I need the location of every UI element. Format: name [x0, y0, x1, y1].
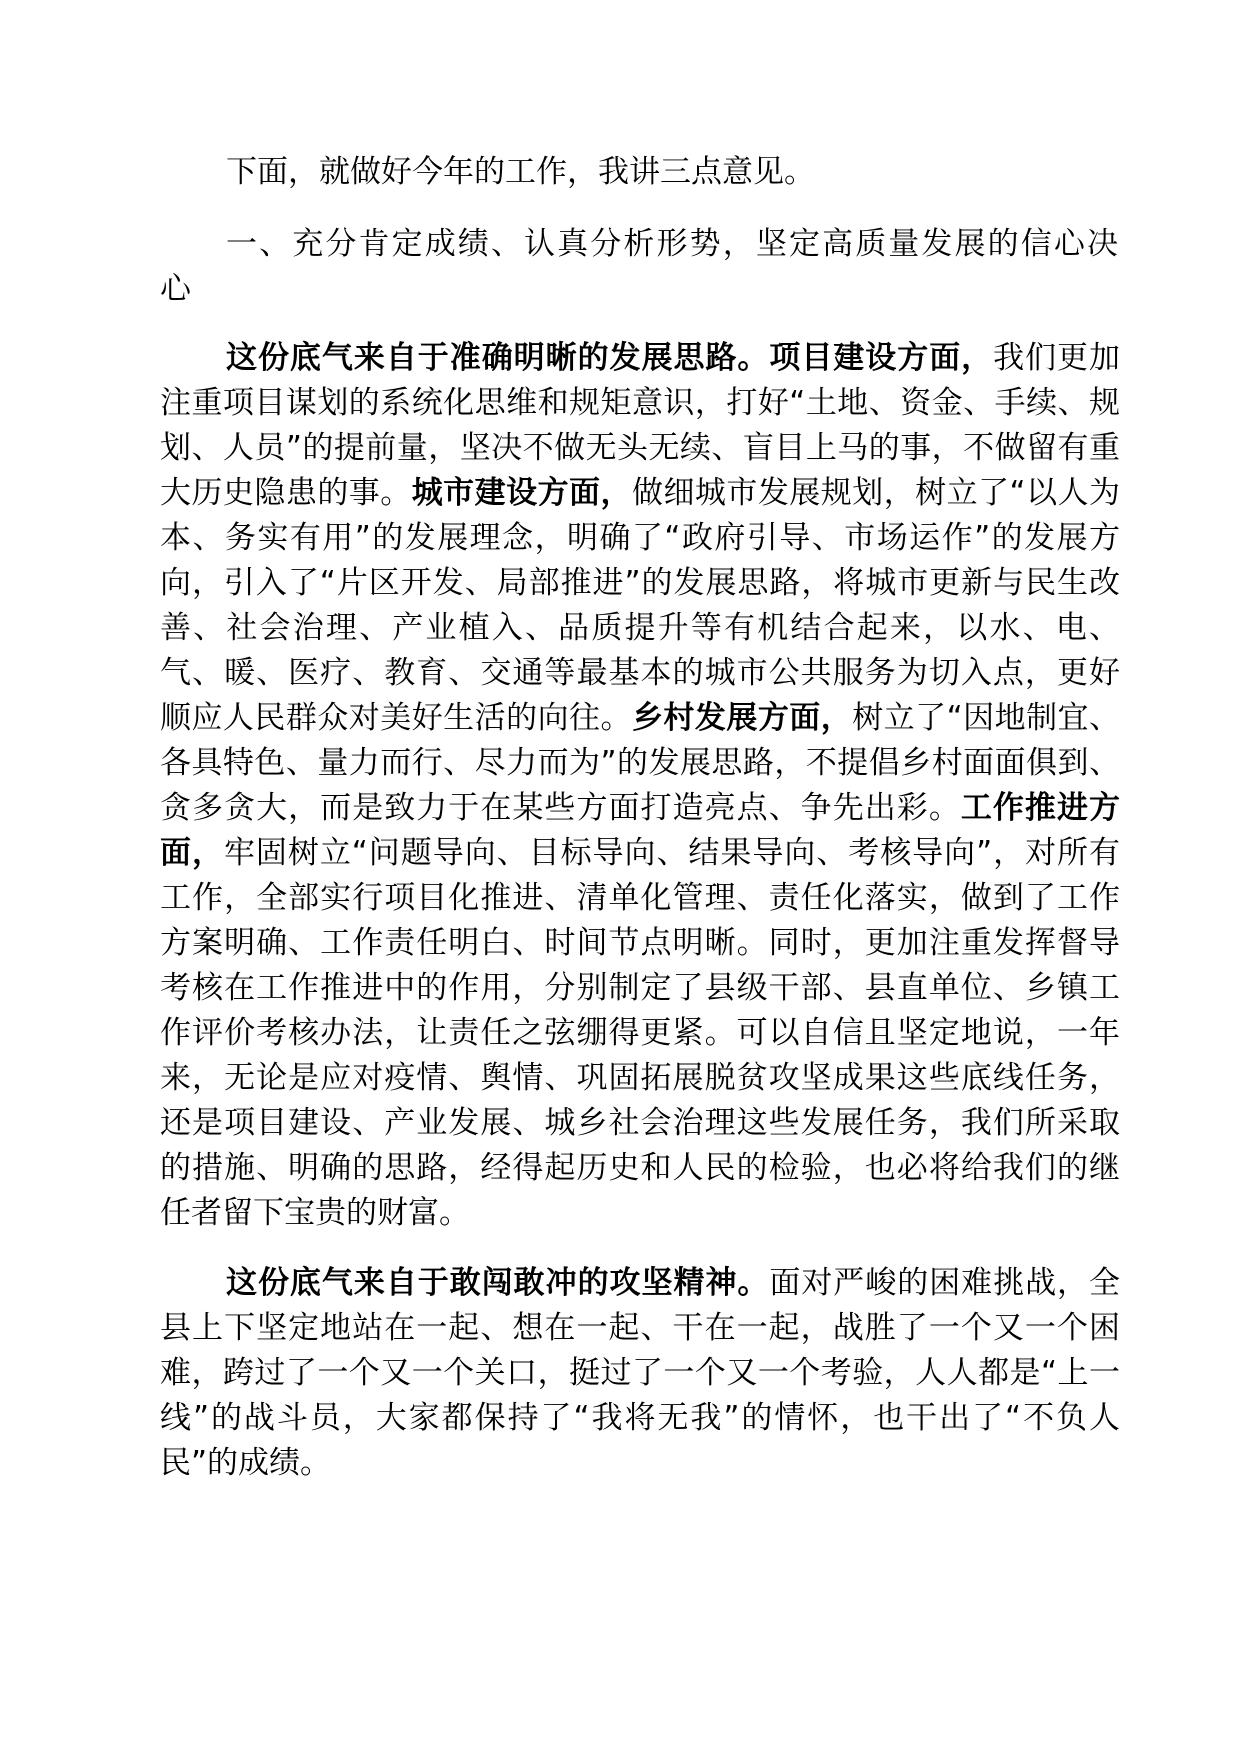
subtopic-label-rural: 乡村发展方面，: [631, 700, 853, 736]
subtopic-label-city: 城市建设方面，: [411, 475, 632, 511]
intro-paragraph: 下面，就做好今年的工作，我讲三点意见。: [226, 154, 815, 190]
paragraph-fighting-spirit: [160, 1261, 1120, 1486]
paragraph-development-approach: [160, 336, 1120, 1236]
subtopic-text-work: 牢固树立“问题导向、目标导向、结果导向、考核导向”，对所有工作，全部实行项目化推进、清单化管理、责任化落实，做到了工作方案明确、工作责任明白、时间节点明晰。同时，更加注重发挥督导考核在工作推进中的作用，分别制定了县级干部、县直单位、乡镇工作评价考核办法，让责任之弦绷得更紧。可以自信且坚定地说，一年来，无论是应对疫情、舆情、巩固拓展脱贫攻坚成果这些底线任务，还是项目建设、产业发展、城乡社会治理这些发展任务，我们所采取的措施、明确的思路，经得起历史和人民的检验，也必将给我们的继任者留下宝贵的财富。: [160, 835, 1121, 1231]
subtopic-text-project: 我们更加注重项目谋划的系统化思维和规矩意识，打好“土地、资金、手续、规划、人员”的提前量，坚决不做无头无续、盲目上马的事，不做留有重大历史隐患的事。: [160, 340, 1121, 511]
subtopic-label-work: 工作推进方面，: [160, 790, 1120, 871]
subtopic-text-rural: 树立了“因地制宜、各具特色、量力而行、尽力而为”的发展思路，不提倡乡村面面俱到、贪多贪大，而是致力于在某些方面打造亮点、争先出彩。: [160, 700, 1121, 826]
paragraph-lead: 这份底气来自于准确明晰的发展思路。: [226, 340, 770, 376]
paragraph-text: 面对严峻的困难挑战，全县上下坚定地站在一起、想在一起、干在一起，战胜了一个又一个困难，跨过了一个又一个关口，挺过了一个又一个考验，人人都是“上一线”的战斗员，大家都保持了“我将无我”的情怀，也干出了“不负人民”的成绩。: [160, 1265, 1121, 1481]
subtopic-label-project: 项目建设方面，: [769, 340, 994, 376]
paragraph-lead: 这份底气来自于敢闯敢冲的攻坚精神。: [226, 1265, 770, 1301]
section-heading: 一、充分肯定成绩、认真分析形势，坚定高质量发展的信心决心: [160, 226, 1120, 307]
subtopic-text-city: 做细城市发展规划，树立了“以人为本、务实有用”的发展理念，明确了“政府引导、市场运作”的发展方向，引入了“片区开发、局部推进”的发展思路，将城市更新与民生改善、社会治理、产业植入、品质提升等有机结合起来，以水、电、气、暖、医疗、教育、交通等最基本的城市公共服务为切入点，更好顺应人民群众对美好生活的向往。: [160, 475, 1121, 736]
document-page: [160, 150, 1120, 1511]
